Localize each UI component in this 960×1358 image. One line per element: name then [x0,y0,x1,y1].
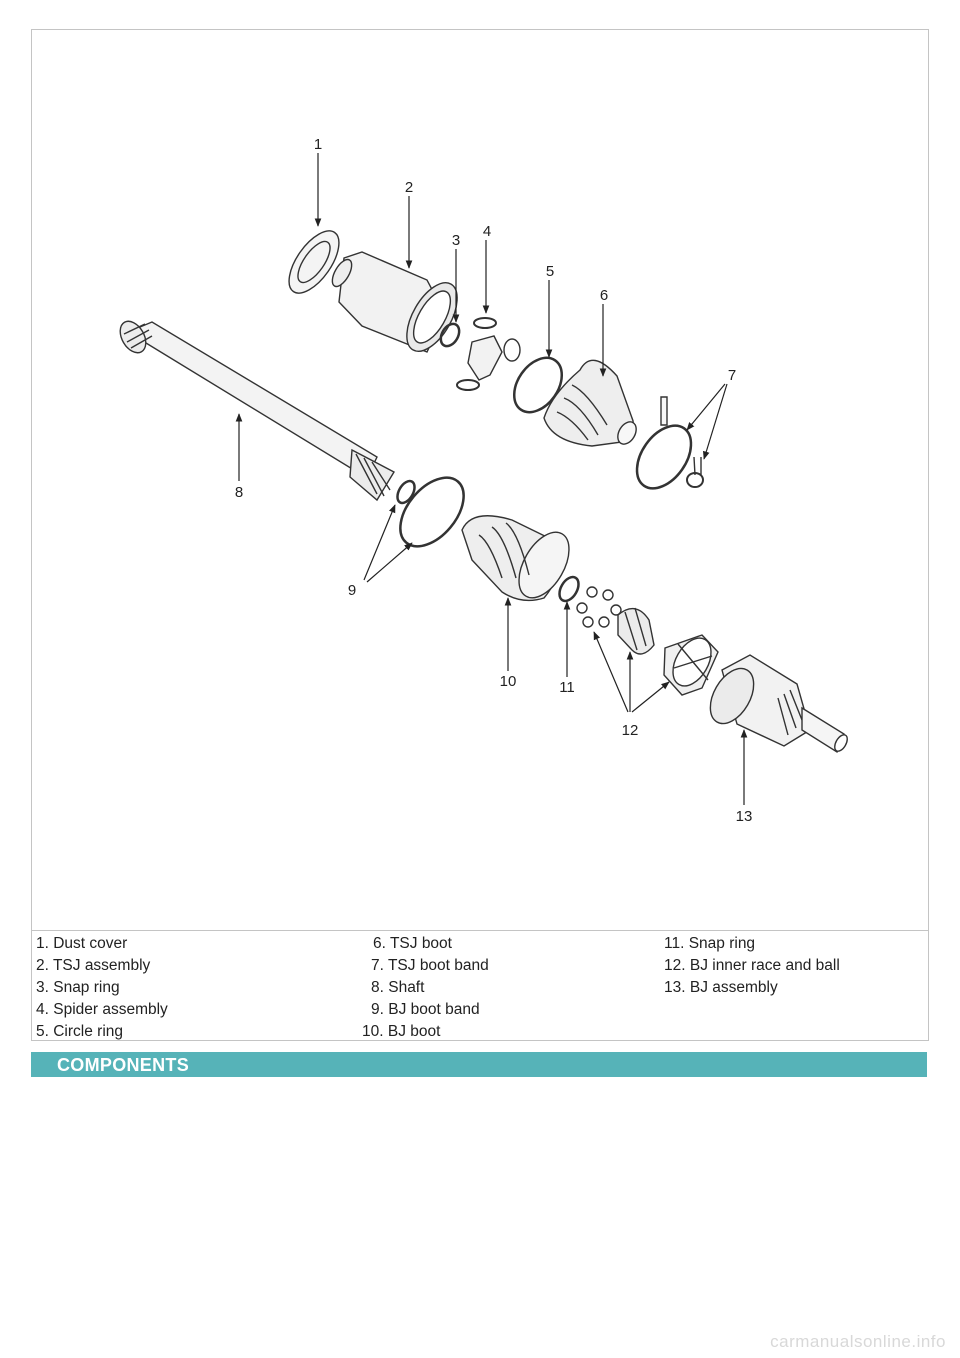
parts-legend [32,933,928,1039]
callout-3: 3 [451,232,461,249]
legend-item-6: 6. TSJ boot [373,935,452,952]
watermark: carmanualsonline.info [770,1332,946,1351]
callout-13: 13 [735,808,753,825]
callout-11: 11 [559,679,575,696]
callout-5: 5 [545,263,555,280]
legend-item-3: 3. Snap ring [36,979,120,996]
callout-10: 10 [499,673,517,690]
part-bj-boot-band [388,466,476,558]
legend-item-9: 9. BJ boot band [371,1001,480,1018]
part-tsj-assembly [328,252,467,359]
callout-9: 9 [347,582,357,599]
legend-item-7: 7. TSJ boot band [371,957,489,974]
callout-4: 4 [482,223,492,240]
part-shaft [115,317,394,500]
diagram-frame [31,29,929,1041]
part-spider-assembly [457,318,520,390]
legend-item-13: 13. BJ assembly [664,979,778,996]
legend-item-2: 2. TSJ assembly [36,957,151,974]
legend-item-12: 12. BJ inner race and ball [664,957,840,974]
exploded-view-diagram [32,30,930,930]
callout-8: 8 [234,484,244,501]
callout-12: 12 [621,722,639,739]
legend-item-1: 1. Dust cover [36,935,128,952]
legend-item-5: 5. Circle ring [36,1023,123,1040]
part-tsj-boot [544,360,640,447]
part-bj-assembly [701,655,849,753]
callout-7: 7 [727,367,737,384]
callout-1: 1 [313,136,323,153]
legend-item-11: 11. Snap ring [664,935,756,952]
part-dust-cover [279,223,348,301]
legend-item-10: 10. BJ boot [362,1023,441,1040]
callout-6: 6 [599,287,609,304]
part-tsj-boot-band [626,397,703,498]
section-title: COMPONENTS [57,1055,190,1075]
legend-divider [32,930,928,931]
callout-2: 2 [404,179,414,196]
legend-item-4: 4. Spider assembly [36,1001,168,1018]
section-banner [31,1052,927,1077]
part-bj-boot [462,516,579,606]
legend-item-8: 8. Shaft [371,979,425,996]
